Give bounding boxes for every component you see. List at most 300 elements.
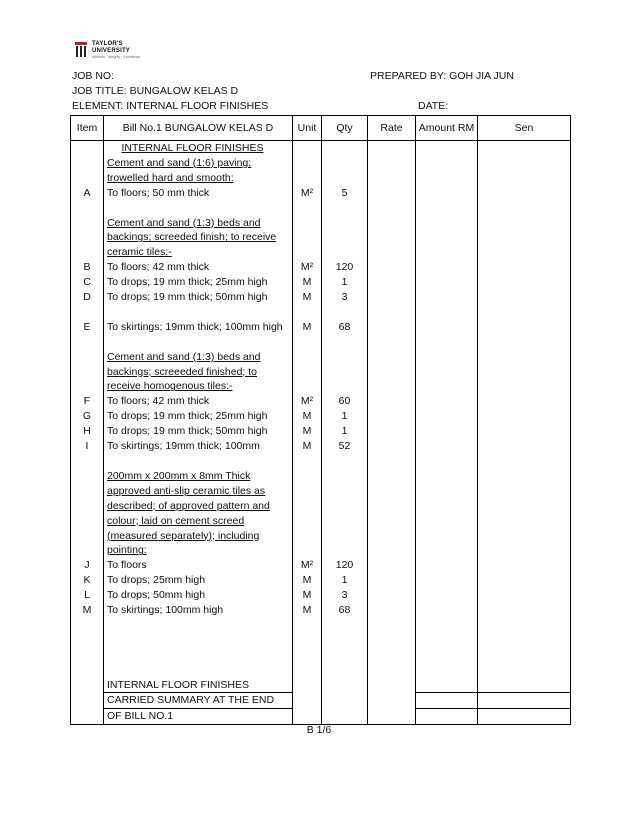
- job-title-label: JOB TITLE: BUNGALOW KELAS D: [72, 85, 239, 97]
- description-cell: To drops; 19 mm thick; 25mm high: [104, 275, 293, 290]
- amount-cell: [416, 394, 478, 409]
- table-row: [71, 573, 571, 588]
- amount-cell: [416, 201, 478, 216]
- unit-cell: [293, 633, 322, 648]
- item-cell: [71, 350, 104, 365]
- rate-cell: [368, 618, 416, 633]
- sen-cell: [478, 633, 571, 648]
- qty-cell: 60: [322, 394, 368, 409]
- unit-cell: M: [293, 320, 322, 335]
- rate-cell: [368, 290, 416, 305]
- amount-cell: [416, 305, 478, 320]
- table-row: [71, 230, 571, 245]
- rate-cell: [368, 424, 416, 439]
- description-cell: To floors; 42 mm thick: [104, 394, 293, 409]
- sen-cell: [478, 618, 571, 633]
- qty-cell: 1: [322, 409, 368, 424]
- item-cell: [71, 484, 104, 499]
- rate-cell: [368, 588, 416, 603]
- table-row: [71, 514, 571, 529]
- rate-cell: [368, 573, 416, 588]
- sen-cell: [478, 499, 571, 514]
- qty-cell: [322, 201, 368, 216]
- description-cell: [104, 350, 293, 365]
- description-text: receive homogenous tiles:-: [107, 380, 233, 393]
- table-row: [71, 394, 571, 409]
- rate-cell: [368, 454, 416, 469]
- element-label: ELEMENT: INTERNAL FLOOR FINISHES: [72, 100, 269, 112]
- table-row: [71, 201, 571, 216]
- description-cell: [104, 216, 293, 231]
- table-row: [71, 648, 571, 663]
- unit-cell: [293, 484, 322, 499]
- unit-cell: [293, 230, 322, 245]
- description-cell: To floors; 42 mm thick: [104, 260, 293, 275]
- sen-cell: [478, 201, 571, 216]
- item-cell: [71, 335, 104, 350]
- item-cell: [71, 216, 104, 231]
- amount-cell: [416, 260, 478, 275]
- table-row: [71, 424, 571, 439]
- description-cell: CARRIED SUMMARY AT THE END: [104, 693, 293, 709]
- description-cell: To skirtings; 19mm thick; 100mm high: [104, 320, 293, 335]
- description-cell: [104, 454, 293, 469]
- amount-cell: [416, 171, 478, 186]
- unit-cell: [293, 365, 322, 380]
- description-cell: [104, 245, 293, 260]
- description-cell: [104, 543, 293, 558]
- description-cell: [104, 618, 293, 633]
- table-row: [71, 558, 571, 573]
- table-row: [71, 543, 571, 558]
- item-cell: [71, 633, 104, 648]
- qty-cell: 120: [322, 260, 368, 275]
- sen-cell: [478, 245, 571, 260]
- item-cell: [71, 230, 104, 245]
- amount-cell: [416, 514, 478, 529]
- sen-cell: [478, 216, 571, 231]
- table-row: [71, 156, 571, 171]
- rate-cell: [368, 484, 416, 499]
- unit-cell: M: [293, 603, 322, 618]
- unit-cell: [293, 618, 322, 633]
- sen-cell: [478, 678, 571, 693]
- item-cell: G: [71, 409, 104, 424]
- table-row: [71, 588, 571, 603]
- unit-cell: [293, 305, 322, 320]
- rate-cell: [368, 499, 416, 514]
- amount-cell: [416, 469, 478, 484]
- description-cell: To skirtings; 100mm high: [104, 603, 293, 618]
- description-cell: To drops; 25mm high: [104, 573, 293, 588]
- amount-cell: [416, 618, 478, 633]
- sen-cell: [478, 379, 571, 394]
- item-cell: [71, 469, 104, 484]
- description-cell: [104, 529, 293, 544]
- rate-cell: [368, 275, 416, 290]
- unit-cell: [293, 216, 322, 231]
- amount-cell: [416, 499, 478, 514]
- description-cell: [104, 230, 293, 245]
- column-header-item: Item: [71, 116, 104, 141]
- table-row: [71, 469, 571, 484]
- rate-cell: [368, 171, 416, 186]
- table-row: [71, 603, 571, 618]
- unit-cell: [293, 335, 322, 350]
- qty-cell: 3: [322, 290, 368, 305]
- qty-cell: [322, 305, 368, 320]
- university-crest-icon: [75, 42, 87, 58]
- item-cell: H: [71, 424, 104, 439]
- sen-cell: [478, 156, 571, 171]
- sen-cell: [478, 603, 571, 618]
- sen-cell: [478, 663, 571, 678]
- column-header-unit: Unit: [293, 116, 322, 141]
- table-row: [71, 454, 571, 469]
- qty-cell: [322, 171, 368, 186]
- page-number: B 1/6: [306, 724, 332, 736]
- description-cell: [104, 663, 293, 678]
- description-text: (measured separately); including: [107, 529, 260, 542]
- qty-cell: [322, 648, 368, 663]
- table-row: [71, 529, 571, 544]
- bill-of-quantities-table: [70, 115, 571, 725]
- item-cell: [71, 499, 104, 514]
- description-cell: To drops; 50mm high: [104, 588, 293, 603]
- prepared-by-label: PREPARED BY: GOH JIA JUN: [370, 70, 514, 82]
- amount-cell: [416, 709, 478, 725]
- item-cell: B: [71, 260, 104, 275]
- qty-cell: 1: [322, 424, 368, 439]
- unit-cell: [293, 543, 322, 558]
- qty-cell: 68: [322, 320, 368, 335]
- amount-cell: [416, 573, 478, 588]
- amount-cell: [416, 290, 478, 305]
- unit-cell: [293, 141, 322, 156]
- unit-cell: [293, 693, 322, 709]
- item-cell: C: [71, 275, 104, 290]
- qty-cell: [322, 529, 368, 544]
- description-text: approved anti-slip ceramic tiles as: [107, 484, 266, 497]
- qty-cell: [322, 350, 368, 365]
- item-cell: [71, 245, 104, 260]
- sen-cell: [478, 275, 571, 290]
- table-header-row: [71, 116, 571, 141]
- rate-cell: [368, 529, 416, 544]
- sen-cell: [478, 514, 571, 529]
- qty-cell: [322, 141, 368, 156]
- qty-cell: [322, 469, 368, 484]
- sen-cell: [478, 290, 571, 305]
- unit-cell: [293, 678, 322, 693]
- item-cell: [71, 365, 104, 380]
- description-text: described; of approved pattern and: [107, 499, 270, 512]
- sen-cell: [478, 186, 571, 201]
- rate-cell: [368, 186, 416, 201]
- table-row: [71, 365, 571, 380]
- amount-cell: [416, 693, 478, 709]
- qty-cell: [322, 499, 368, 514]
- qty-cell: [322, 678, 368, 693]
- unit-cell: [293, 529, 322, 544]
- rate-cell: [368, 141, 416, 156]
- unit-cell: [293, 663, 322, 678]
- qty-cell: [322, 216, 368, 231]
- sen-cell: [478, 320, 571, 335]
- table-body: [71, 141, 571, 725]
- qty-cell: [322, 543, 368, 558]
- logo-text: UNIVERSITY: [92, 48, 131, 54]
- amount-cell: [416, 379, 478, 394]
- sen-cell: [478, 141, 571, 156]
- unit-cell: [293, 454, 322, 469]
- qty-cell: [322, 484, 368, 499]
- amount-cell: [416, 633, 478, 648]
- rate-cell: [368, 709, 416, 725]
- sen-cell: [478, 424, 571, 439]
- sen-cell: [478, 350, 571, 365]
- sen-cell: [478, 439, 571, 454]
- description-cell: To floors: [104, 558, 293, 573]
- rate-cell: [368, 543, 416, 558]
- unit-cell: M: [293, 275, 322, 290]
- sen-cell: [478, 709, 571, 725]
- description-text: backings; screeeded finished; to: [107, 365, 258, 378]
- amount-cell: [416, 335, 478, 350]
- table-row: [71, 216, 571, 231]
- table-row: [71, 141, 571, 156]
- qty-cell: [322, 245, 368, 260]
- qty-cell: 68: [322, 603, 368, 618]
- item-cell: D: [71, 290, 104, 305]
- table-row: [71, 186, 571, 201]
- amount-cell: [416, 439, 478, 454]
- qty-cell: [322, 693, 368, 709]
- rate-cell: [368, 230, 416, 245]
- description-cell: [104, 335, 293, 350]
- rate-cell: [368, 603, 416, 618]
- column-header-rate: Rate: [368, 116, 416, 141]
- description-text: pointing:: [107, 544, 147, 557]
- description-text: Cement and sand (1:3) beds and: [107, 216, 261, 229]
- unit-cell: M: [293, 290, 322, 305]
- description-cell: To drops; 19 mm thick; 50mm high: [104, 290, 293, 305]
- amount-cell: [416, 245, 478, 260]
- sen-cell: [478, 543, 571, 558]
- sen-cell: [478, 693, 571, 709]
- rate-cell: [368, 201, 416, 216]
- description-cell: [104, 141, 293, 156]
- table-row: [71, 335, 571, 350]
- unit-cell: [293, 201, 322, 216]
- qty-cell: [322, 335, 368, 350]
- item-cell: [71, 618, 104, 633]
- item-cell: [71, 201, 104, 216]
- qty-cell: [322, 379, 368, 394]
- unit-cell: [293, 469, 322, 484]
- amount-cell: [416, 678, 478, 693]
- unit-cell: [293, 648, 322, 663]
- unit-cell: M²: [293, 260, 322, 275]
- item-cell: F: [71, 394, 104, 409]
- item-cell: [71, 709, 104, 725]
- amount-cell: [416, 141, 478, 156]
- unit-cell: M²: [293, 558, 322, 573]
- sen-cell: [478, 230, 571, 245]
- item-cell: [71, 156, 104, 171]
- item-cell: E: [71, 320, 104, 335]
- date-label: DATE:: [418, 100, 449, 112]
- description-cell: To floors; 50 mm thick: [104, 186, 293, 201]
- rate-cell: [368, 678, 416, 693]
- qty-cell: [322, 709, 368, 725]
- qty-cell: [322, 365, 368, 380]
- amount-cell: [416, 484, 478, 499]
- description-cell: [104, 201, 293, 216]
- qty-cell: [322, 514, 368, 529]
- rate-cell: [368, 365, 416, 380]
- rate-cell: [368, 335, 416, 350]
- amount-cell: [416, 424, 478, 439]
- rate-cell: [368, 156, 416, 171]
- item-cell: [71, 514, 104, 529]
- rate-cell: [368, 633, 416, 648]
- sen-cell: [478, 469, 571, 484]
- description-cell: [104, 171, 293, 186]
- amount-cell: [416, 588, 478, 603]
- item-cell: K: [71, 573, 104, 588]
- table-row: [71, 678, 571, 693]
- rate-cell: [368, 379, 416, 394]
- sen-cell: [478, 573, 571, 588]
- rate-cell: [368, 394, 416, 409]
- qty-cell: 120: [322, 558, 368, 573]
- qty-cell: 1: [322, 275, 368, 290]
- rate-cell: [368, 558, 416, 573]
- rate-cell: [368, 663, 416, 678]
- table-row: [71, 290, 571, 305]
- rate-cell: [368, 245, 416, 260]
- table-row: [71, 484, 571, 499]
- qty-cell: 1: [322, 573, 368, 588]
- table-row: [71, 275, 571, 290]
- unit-cell: [293, 379, 322, 394]
- amount-cell: [416, 529, 478, 544]
- table-row: [71, 320, 571, 335]
- amount-cell: [416, 409, 478, 424]
- description-cell: [104, 484, 293, 499]
- logo-text: TAYLOR'S: [92, 41, 123, 47]
- unit-cell: [293, 499, 322, 514]
- column-header-sen: Sen: [478, 116, 571, 141]
- description-text: ceramic tiles:-: [107, 246, 172, 259]
- rate-cell: [368, 514, 416, 529]
- qty-cell: [322, 663, 368, 678]
- table-row: [71, 245, 571, 260]
- rate-cell: [368, 409, 416, 424]
- unit-cell: [293, 709, 322, 725]
- item-cell: M: [71, 603, 104, 618]
- unit-cell: [293, 156, 322, 171]
- unit-cell: M²: [293, 394, 322, 409]
- table-row: [71, 350, 571, 365]
- description-text: INTERNAL FLOOR FINISHES: [121, 142, 264, 154]
- taylors-university-logo: [75, 40, 145, 62]
- item-cell: [71, 305, 104, 320]
- item-cell: [71, 379, 104, 394]
- sen-cell: [478, 305, 571, 320]
- sen-cell: [478, 588, 571, 603]
- sen-cell: [478, 260, 571, 275]
- item-cell: [71, 663, 104, 678]
- table-row: [71, 260, 571, 275]
- item-cell: A: [71, 186, 104, 201]
- rate-cell: [368, 693, 416, 709]
- amount-cell: [416, 156, 478, 171]
- rate-cell: [368, 260, 416, 275]
- sen-cell: [478, 409, 571, 424]
- item-cell: J: [71, 558, 104, 573]
- description-cell: [104, 499, 293, 514]
- amount-cell: [416, 186, 478, 201]
- item-cell: L: [71, 588, 104, 603]
- item-cell: [71, 171, 104, 186]
- table-row: [71, 439, 571, 454]
- sen-cell: [478, 365, 571, 380]
- rate-cell: [368, 439, 416, 454]
- unit-cell: [293, 171, 322, 186]
- sen-cell: [478, 529, 571, 544]
- description-cell: [104, 648, 293, 663]
- table-row: [71, 379, 571, 394]
- qty-cell: 5: [322, 186, 368, 201]
- sen-cell: [478, 484, 571, 499]
- sen-cell: [478, 648, 571, 663]
- qty-cell: [322, 230, 368, 245]
- description-cell: OF BILL NO.1: [104, 709, 293, 725]
- table-row: [71, 618, 571, 633]
- unit-cell: [293, 350, 322, 365]
- table-row: [71, 633, 571, 648]
- amount-cell: [416, 454, 478, 469]
- sen-cell: [478, 335, 571, 350]
- table-row: [71, 171, 571, 186]
- unit-cell: M: [293, 424, 322, 439]
- amount-cell: [416, 365, 478, 380]
- rate-cell: [368, 320, 416, 335]
- unit-cell: M: [293, 573, 322, 588]
- qty-cell: 52: [322, 439, 368, 454]
- description-cell: [104, 469, 293, 484]
- item-cell: I: [71, 439, 104, 454]
- table-row: [71, 499, 571, 514]
- unit-cell: M²: [293, 186, 322, 201]
- amount-cell: [416, 216, 478, 231]
- table-row: [71, 663, 571, 678]
- column-header-amount: Amount RM: [416, 116, 478, 141]
- description-cell: To drops; 19 mm thick; 25mm high: [104, 409, 293, 424]
- qty-cell: [322, 618, 368, 633]
- rate-cell: [368, 648, 416, 663]
- unit-cell: [293, 514, 322, 529]
- rate-cell: [368, 305, 416, 320]
- unit-cell: M: [293, 409, 322, 424]
- description-text: backings; screeded finish; to receive: [107, 231, 277, 244]
- job-no-label: JOB NO:: [72, 70, 115, 82]
- rate-cell: [368, 216, 416, 231]
- unit-cell: M: [293, 588, 322, 603]
- description-cell: [104, 514, 293, 529]
